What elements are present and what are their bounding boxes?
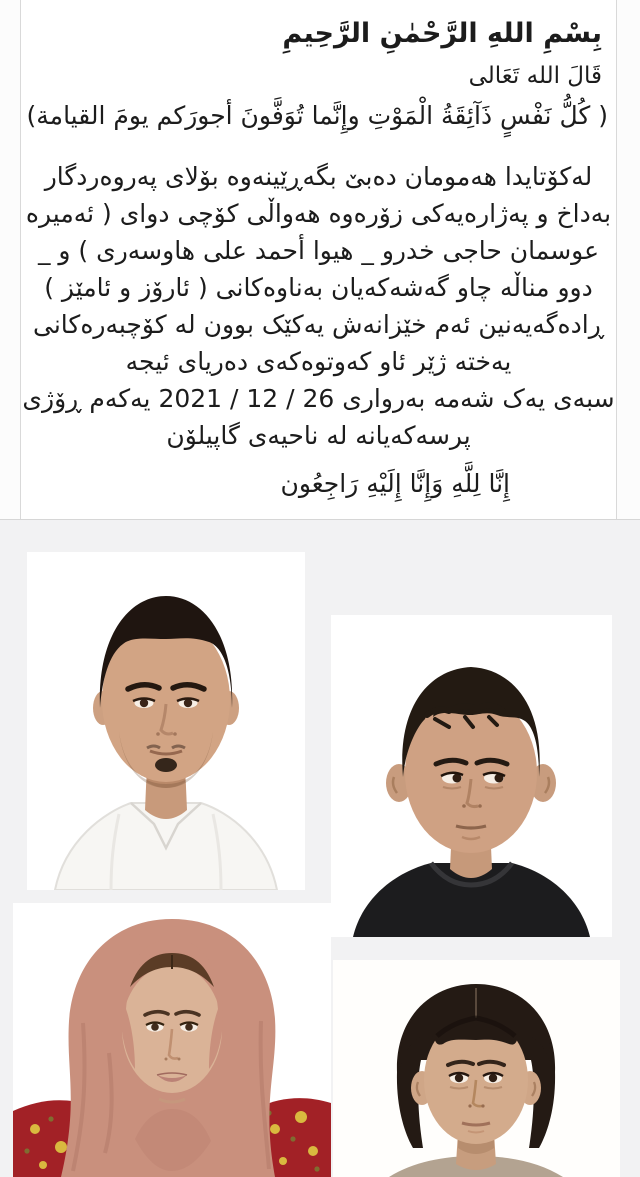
announcement-line: لەکۆتایدا هەمومان دەبێ بگەڕێینەوە بۆلای پەروەردگار	[44, 162, 593, 191]
boy-portrait-illustration	[331, 615, 612, 937]
announcement-body	[21, 158, 616, 454]
announcement-section	[0, 0, 640, 520]
bismillah-calligraphy: بِسْمِ اللهِ الرَّحْمٰنِ الرَّحِيمِ	[282, 18, 602, 49]
quran-verse: ( كُلُّ نَفْسٍ ذَآئِقَةُ الْمَوْتِ وإِنَّما تُوَفَّونَ أجورَكم يومَ القيامة)	[26, 101, 608, 130]
announcement-line: ڕادەگەیەنین ئەم خێزانەش یەکێک بوون لە کۆچبەرەکانی	[33, 310, 604, 339]
photo-collage-section	[0, 520, 640, 1177]
announcement-line: بەداخ و پەژارەیەکی زۆرەوە هەواڵی کۆچی دوای ( ئەمیرە	[25, 199, 612, 228]
istirja-line: إِنَّا لِلَّهِ وَإِنَّا إِلَيْهِ رَاجِعُون	[280, 469, 510, 498]
announcement-line: دوو مناڵە چاو گەشەکەیان بەناوەکانی ( ئارۆز و ئامێز )	[44, 273, 593, 302]
announcement-line-date: سبەی یەک شەمە بەرواری 26 / 12 / 2021 یەکەم ڕۆژی	[22, 384, 615, 413]
announcement-line: پرسەکەیانە لە ناحیەی گاپیلۆن	[166, 421, 471, 450]
announcement-line: عوسمان حاجی خدرو _ هیوا أحمد علی هاوسەری ) و _	[37, 236, 600, 265]
photo-man	[27, 552, 305, 890]
announcement-card	[20, 0, 617, 519]
qala-allah-line: قَالَ الله تَعَالى	[468, 63, 602, 89]
photo-girl	[333, 960, 620, 1177]
man-portrait-illustration	[27, 552, 305, 890]
girl-portrait-illustration	[333, 960, 620, 1177]
announcement-line: یەختە ژێر ئاو کەوتوەکەی دەریای ئیجە	[125, 347, 512, 376]
woman-portrait-illustration	[13, 903, 331, 1177]
photo-woman	[13, 903, 331, 1177]
photo-boy	[331, 615, 612, 937]
